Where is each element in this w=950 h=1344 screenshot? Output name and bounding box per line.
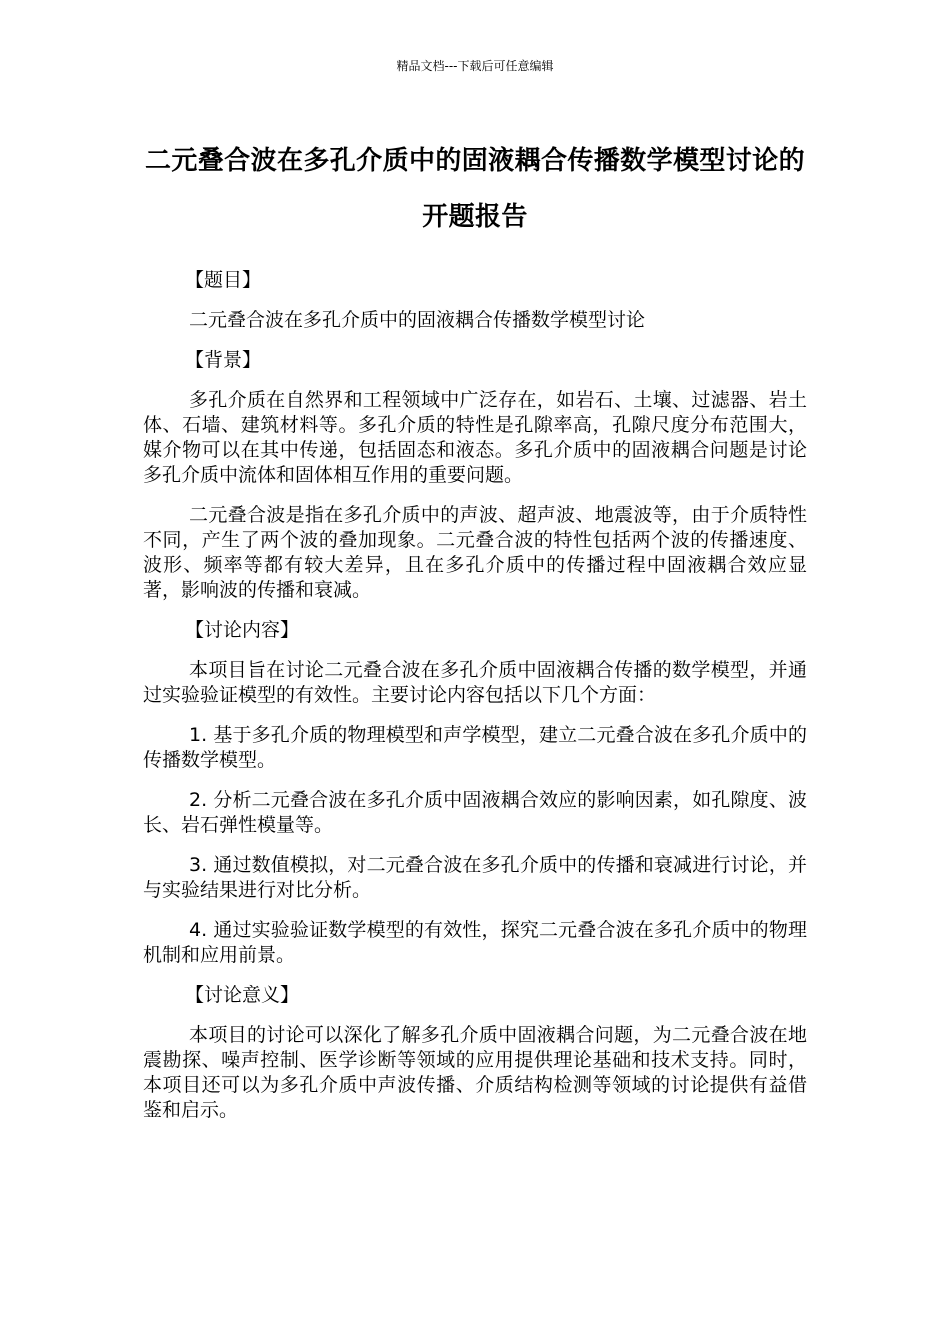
document-body xyxy=(143,268,807,1138)
content-label: 【讨论内容】 xyxy=(185,619,300,641)
page-header: 精品文档---下载后可任意编辑 xyxy=(396,59,554,73)
content-item-4: 4. 通过实验验证数学模型的有效性，探究二元叠合波在多孔介质中的物理机制和应用前景。 xyxy=(143,919,807,966)
significance-label: 【讨论意义】 xyxy=(185,984,300,1006)
background-label: 【背景】 xyxy=(185,349,262,371)
content-item-3: 3. 通过数值模拟，对二元叠合波在多孔介质中的传播和衰减进行讨论，并与实验结果进行对比分析。 xyxy=(143,854,807,901)
background-paragraph-1: 多孔介质在自然界和工程领域中广泛存在，如岩石、土壤、过滤器、岩土体、石墙、建筑材料等。多孔介质的特性是孔隙率高，孔隙尺度分布范围大，媒介物可以在其中传递，包括固态和液态。多孔介质中的固液耦合问题是讨论多孔介质中流体和固体相互作用的重要问题。 xyxy=(143,389,807,486)
topic-label: 【题目】 xyxy=(185,269,262,291)
significance-paragraph: 本项目的讨论可以深化了解多孔介质中固液耦合问题，为二元叠合波在地震勘探、噪声控制、医学诊断等领域的应用提供理论基础和技术支持。同时，本项目还可以为多孔介质中声波传播、介质结构检测等领域的讨论提供有益借鉴和启示。 xyxy=(143,1024,807,1121)
content-item-1: 1. 基于多孔介质的物理模型和声学模型，建立二元叠合波在多孔介质中的传播数学模型。 xyxy=(143,724,807,771)
topic-text: 二元叠合波在多孔介质中的固液耦合传播数学模型讨论 xyxy=(189,309,646,331)
content-item-2: 2. 分析二元叠合波在多孔介质中固液耦合效应的影响因素，如孔隙度、波长、岩石弹性模量等。 xyxy=(143,789,807,836)
background-paragraph-2: 二元叠合波是指在多孔介质中的声波、超声波、地震波等，由于介质特性不同，产生了两个波的叠加现象。二元叠合波的特性包括两个波的传播速度、波形、频率等都有较大差异，且在多孔介质中的传播过程中固液耦合效应显著，影响波的传播和衰减。 xyxy=(143,504,807,601)
content-intro: 本项目旨在讨论二元叠合波在多孔介质中固液耦合传播的数学模型，并通过实验验证模型的有效性。主要讨论内容包括以下几个方面： xyxy=(143,659,807,706)
document-title: 二元叠合波在多孔介质中的固液耦合传播数学模型讨论的开题报告 xyxy=(144,146,805,232)
